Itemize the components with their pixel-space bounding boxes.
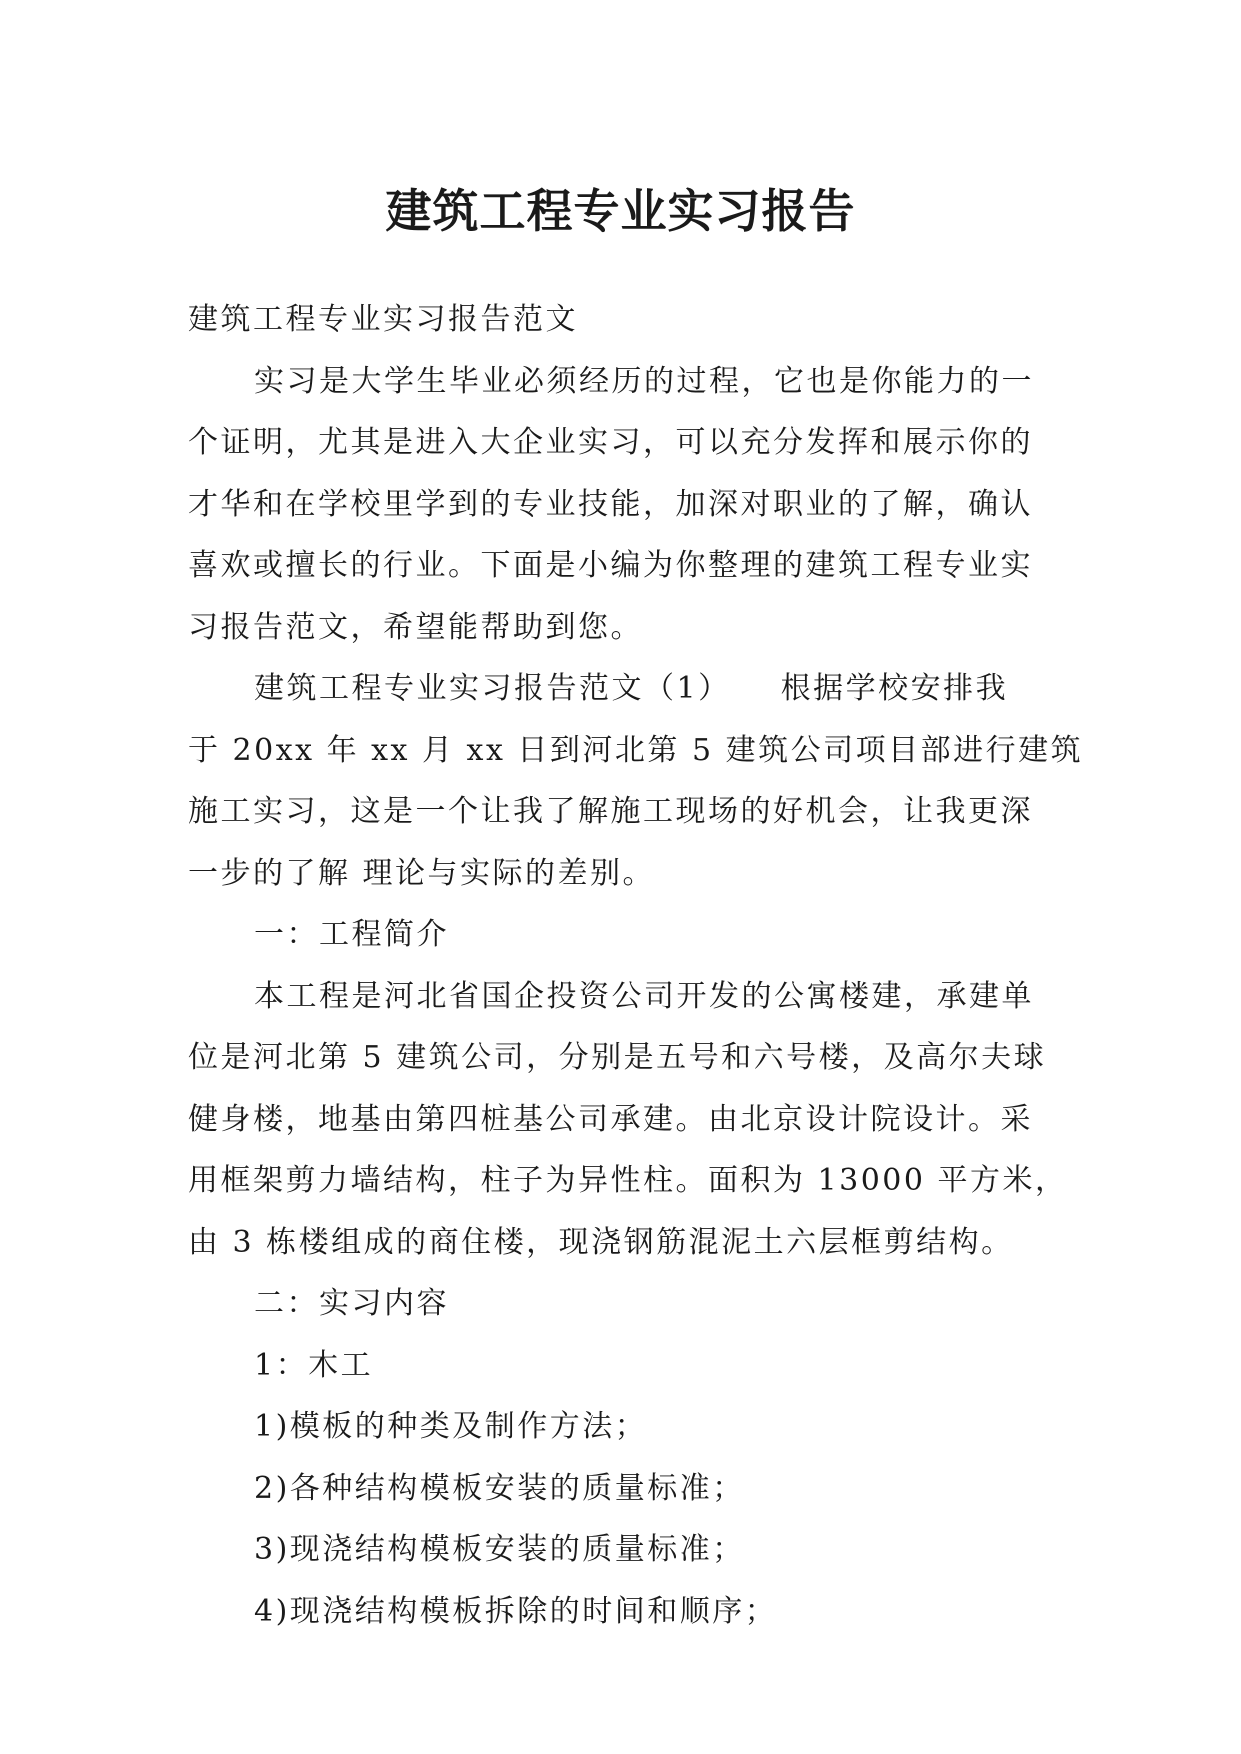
paragraph-line: 健身楼，地基由第四桩基公司承建。由北京设计院设计。采 bbox=[188, 1101, 1033, 1137]
paragraph-line: 实习是大学生毕业必须经历的过程，它也是你能力的一 bbox=[254, 363, 1034, 399]
paragraph-line: 本工程是河北省国企投资公司开发的公寓楼建，承建单 bbox=[254, 978, 1034, 1014]
subsection-heading: 1：木工 bbox=[254, 1347, 374, 1383]
list-item: 4)现浇结构模板拆除的时间和顺序； bbox=[254, 1593, 778, 1629]
list-item: 2)各种结构模板安装的质量标准； bbox=[254, 1470, 745, 1506]
paragraph-line: 一步的了解 理论与实际的差别。 bbox=[188, 855, 656, 891]
paragraph-line: 个证明，尤其是进入大企业实习，可以充分发挥和展示你的 bbox=[188, 425, 1033, 460]
document-body bbox=[188, 289, 1084, 1642]
paragraph-line: 用框架剪力墙结构，柱子为异性柱。面积为 13000 平方米， bbox=[188, 1163, 1068, 1198]
paragraph-line: 于 20xx 年 xx 月 xx 日到河北第 5 建筑公司项目部进行建筑 bbox=[188, 732, 1084, 768]
paragraph-line: 习报告范文，希望能帮助到您。 bbox=[188, 609, 643, 645]
paragraph-line: 施工实习，这是一个让我了解施工现场的好机会，让我更深 bbox=[188, 794, 1033, 829]
section-heading: 一：工程简介 bbox=[254, 917, 449, 952]
list-item: 3)现浇结构模板安装的质量标准； bbox=[254, 1532, 745, 1567]
section-heading: 二：实习内容 bbox=[254, 1286, 449, 1321]
paragraph-line: 由 3 栋楼组成的商住楼，现浇钢筋混泥土六层框剪结构。 bbox=[188, 1224, 1014, 1260]
paragraph-line: 位是河北第 5 建筑公司，分别是五号和六号楼，及高尔夫球 bbox=[188, 1040, 1047, 1075]
list-item: 1)模板的种类及制作方法； bbox=[254, 1409, 648, 1444]
paragraph-line: 才华和在学校里学到的专业技能，加深对职业的了解，确认 bbox=[188, 486, 1033, 522]
intro-heading: 建筑工程专业实习报告范文 bbox=[188, 302, 578, 337]
paragraph-line: 建筑工程专业实习报告范文（1） 根据学校安排我 bbox=[254, 671, 1009, 706]
paragraph-line: 喜欢或擅长的行业。下面是小编为你整理的建筑工程专业实 bbox=[188, 548, 1033, 583]
document-title: 建筑工程专业实习报告 bbox=[385, 183, 856, 238]
